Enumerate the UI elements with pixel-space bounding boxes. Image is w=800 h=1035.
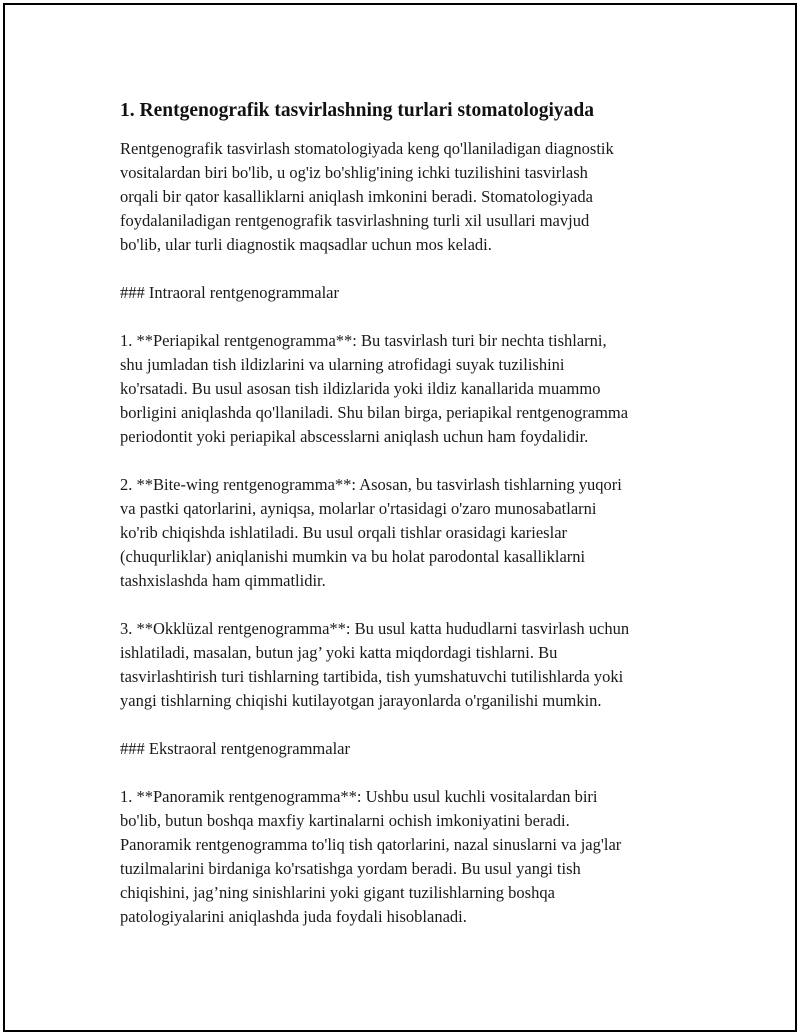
text-line: ko'rib chiqishda ishlatiladi. Bu usul orqali tishlar orasidagi karieslar	[120, 523, 568, 542]
extraoral-heading	[120, 737, 700, 761]
text-line: periodontit yoki periapikal abscesslarni aniqlash uchun ham foydalidir.	[120, 427, 589, 446]
text-line: chiqishini, jag’ning sinishlarini yoki gigant tuzilishlarning boshqa	[120, 883, 555, 902]
text-line: tuzilmalarini birdaniga ko'rsatishga yordam beradi. Bu usul yangi tish	[120, 859, 581, 878]
bitewing-paragraph	[120, 473, 700, 593]
text-line: 2. **Bite-wing rentgenogramma**: Asosan, bu tasvirlash tishlarning yuqori	[120, 475, 622, 494]
paragraph-gap	[120, 257, 700, 281]
text-line: shu jumladan tish ildizlarini va ularning atrofidagi suyak tuzilishini	[120, 355, 565, 374]
paragraph-gap	[120, 593, 700, 617]
document-page	[3, 3, 797, 1032]
text-line: patologiyalarini aniqlashda juda foydali hisoblanadi.	[120, 907, 467, 926]
occlusal-paragraph	[120, 617, 700, 713]
paragraph-gap	[120, 449, 700, 473]
text-line: ishlatiladi, masalan, butun jag’ yoki katta miqdordagi tishlarni. Bu	[120, 643, 558, 662]
text-line: ko'rsatadi. Bu usul asosan tish ildizlarida yoki ildiz kanallarida muammo	[120, 379, 601, 398]
text-line: (chuqurliklar) aniqlanishi mumkin va bu holat parodontal kasalliklarni	[120, 547, 586, 566]
paragraph-gap	[120, 713, 700, 737]
text-line: bo'lib, butun boshqa maxfiy kartinalarni ochish imkoniyatini beradi.	[120, 811, 570, 830]
document-title: 1. Rentgenografik tasvirlashning turlari stomatologiyada	[120, 100, 594, 121]
text-line: 1. **Panoramik rentgenogramma**: Ushbu usul kuchli vositalardan biri	[120, 787, 598, 806]
document-body	[120, 99, 700, 929]
panoramic-paragraph	[120, 785, 700, 929]
text-line: Rentgenografik tasvirlash stomatologiyada keng qo'llaniladigan diagnostik	[120, 139, 614, 158]
intraoral-heading	[120, 281, 700, 305]
intro-paragraph	[120, 137, 700, 257]
paragraph-gap	[120, 761, 700, 785]
text-line: borligini aniqlashda qo'llaniladi. Shu bilan birga, periapikal rentgenogramma	[120, 403, 629, 422]
text-line: vositalardan biri bo'lib, u og'iz bo'shlig'ining ichki tuzilishini tasvirlash	[120, 163, 588, 182]
text-line: tashxislashda ham qimmatlidir.	[120, 571, 326, 590]
text-line: 3. **Okklüzal rentgenogramma**: Bu usul katta hududlarni tasvirlash uchun	[120, 619, 630, 638]
text-line: va pastki qatorlarini, ayniqsa, molarlar o'rtasidagi o'zaro munosabatlarni	[120, 499, 597, 518]
paragraph-gap	[120, 305, 700, 329]
section-heading: ### Ekstraoral rentgenogrammalar	[120, 739, 350, 758]
text-line: 1. **Periapikal rentgenogramma**: Bu tasvirlash turi bir nechta tishlarni,	[120, 331, 607, 350]
text-line: tasvirlashtirish turi tishlarning tartibida, tish yumshatuvchi tutilishlarda yoki	[120, 667, 624, 686]
text-line: foydalaniladigan rentgenografik tasvirlashning turli xil usullari mavjud	[120, 211, 590, 230]
periapical-paragraph	[120, 329, 700, 449]
text-line: orqali bir qator kasalliklarni aniqlash imkonini beradi. Stomatologiyada	[120, 187, 593, 206]
text-line: yangi tishlarning chiqishi kutilayotgan jarayonlarda o'rganilishi mumkin.	[120, 691, 602, 710]
text-line: Panoramik rentgenogramma to'liq tish qatorlarini, nazal sinuslarni va jag'lar	[120, 835, 622, 854]
text-line: bo'lib, ular turli diagnostik maqsadlar uchun mos keladi.	[120, 235, 492, 254]
section-heading: ### Intraoral rentgenogrammalar	[120, 283, 339, 302]
